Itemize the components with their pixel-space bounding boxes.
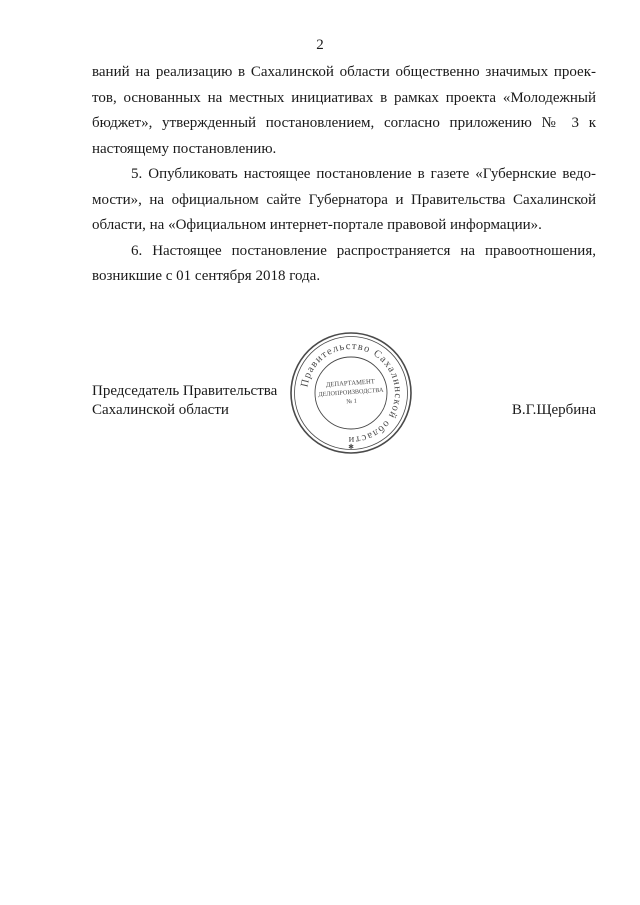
- paragraph-item-6: [92, 239, 596, 290]
- document-body: [92, 60, 596, 290]
- text-line: мости», на официальном сайте Губернатора и Правительства Сахалинской: [92, 191, 596, 208]
- text-line: возникшие с 01 сентября 2018 года.: [92, 268, 321, 284]
- seal-ring-text: Правительство Сахалинской области: [299, 340, 404, 446]
- text-line: области, на «Официальном интернет-портале правовой информации».: [92, 217, 542, 233]
- text-line: 5. Опубликовать настоящее постановление в газете «Губернские ведо-: [131, 166, 596, 182]
- page-number: 2: [316, 37, 324, 53]
- text-line: настоящему постановлению.: [92, 140, 277, 157]
- paragraph-item-5: [92, 162, 596, 239]
- seal-inner-text: ДЕЛОПРОИЗВОДСТВА: [318, 386, 384, 399]
- signer-title: Председатель Правительства: [92, 383, 278, 399]
- signer-name: В.Г.Щербина: [511, 402, 596, 418]
- signer-organization: Сахалинской области: [92, 402, 229, 418]
- official-seal-stamp: [288, 330, 414, 456]
- seal-star-glyph: ✱: [348, 443, 354, 451]
- paragraph-continuation: [92, 60, 596, 162]
- text-line: ваний на реализацию в Сахалинской области общественно значимых проек-: [92, 64, 596, 80]
- text-line: бюджет», утвержденный постановлением, согласно приложению № 3 к: [92, 115, 596, 131]
- text-line: 6. Настоящее постановление распространяется на правоотношения,: [131, 242, 596, 259]
- text-line: тов, основанных на местных инициативах в рамках проекта «Молодежный: [92, 89, 596, 106]
- seal-inner-text: ДЕПАРТАМЕНТ: [325, 378, 375, 389]
- seal-inner-text: № 1: [346, 397, 358, 406]
